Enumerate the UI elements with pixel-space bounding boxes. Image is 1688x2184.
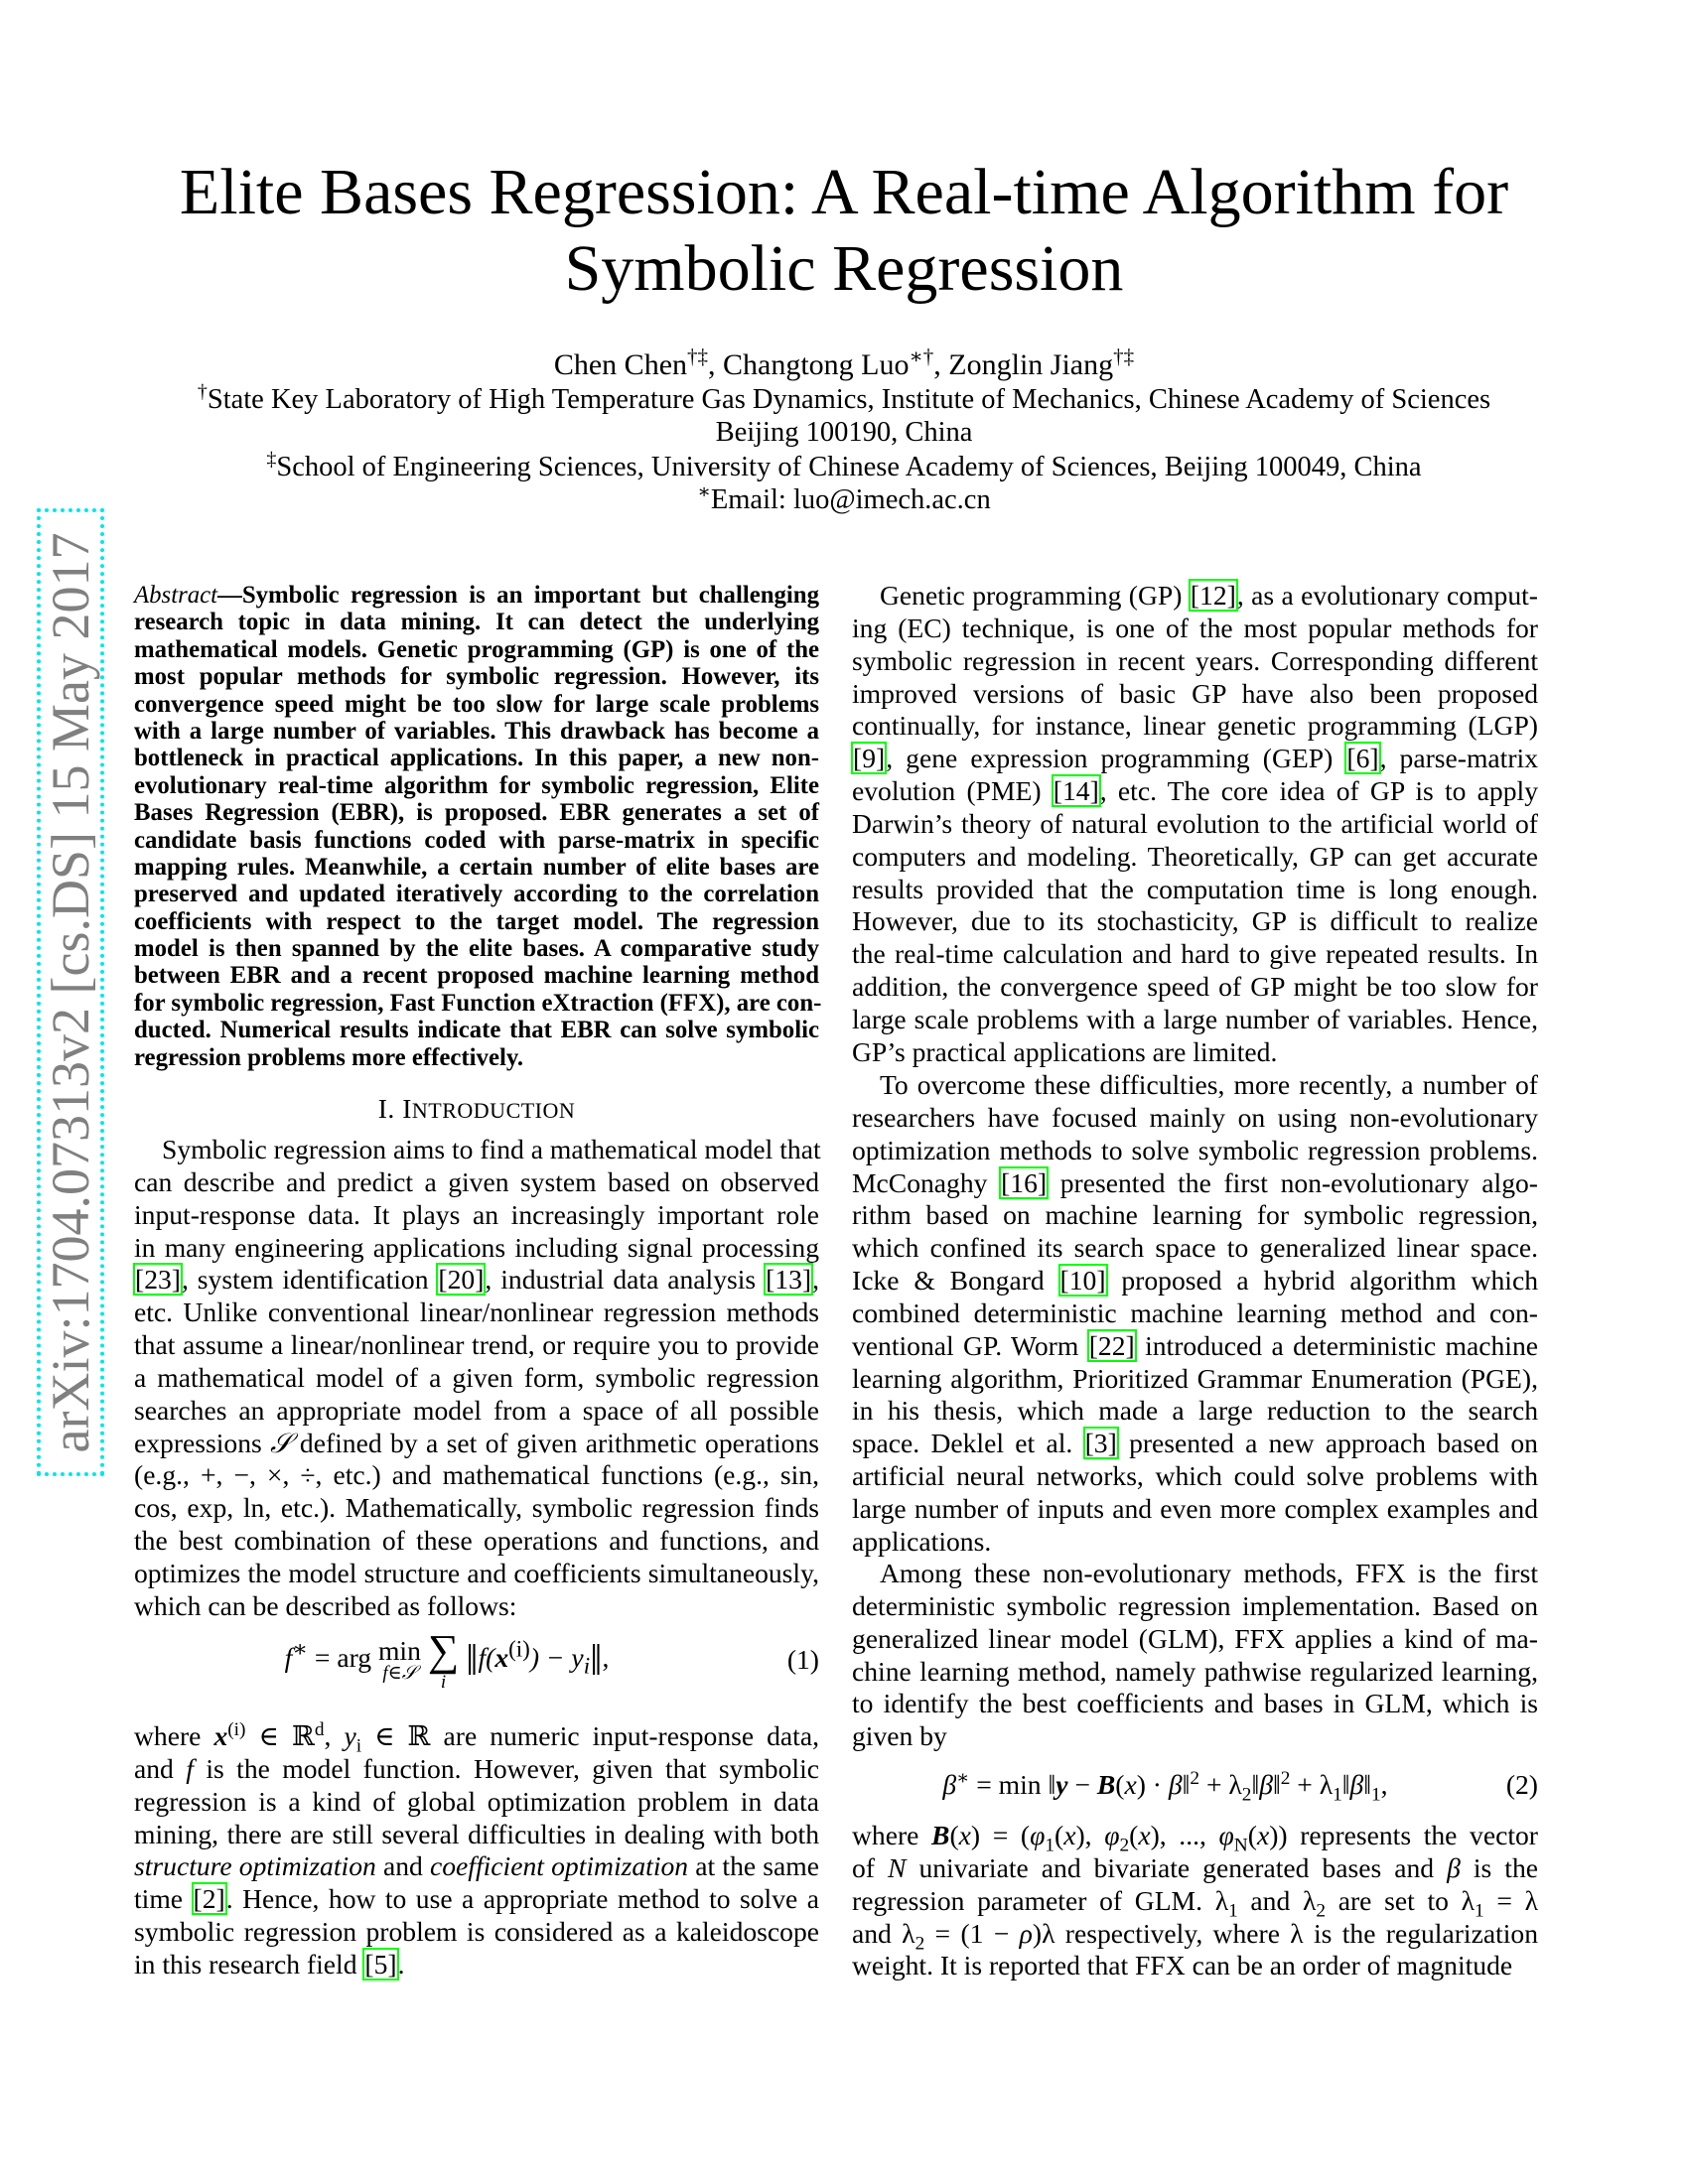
text-line: regression parameter of GLM. $\lambda_1$ and $\lambda_2$ are set to $\lambda_1 = \lambda$ [852,1884,1538,1922]
equation-1 [134,1625,819,1695]
text-line: large number of inputs and even more complex examples and [852,1492,1538,1524]
text-line: time [2]. Hence, how to use a appropriate method to solve a [134,1883,819,1915]
text-line: ventional GP. Worm [22] introduced a deterministic machine [852,1329,1538,1361]
text-line: evolutionary real-time algorithm for symbolic regression, Elite [134,771,819,799]
eq1-lhs: f [284,1641,293,1673]
eq1-minus: ) − y [529,1641,584,1673]
right-paragraph-4 [852,1820,1538,1982]
text-line: the real-time calculation and hard to give repeated results. In [852,938,1538,970]
text-line: can describe and predict a given system based on observed [134,1165,819,1197]
text-line: (e.g., +, −, ×, ÷, etc.) and mathematical functions (e.g., sin, [134,1459,819,1491]
arxiv-stamp [37,508,104,1476]
text-line: input-response data. It plays an increasingly important role [134,1198,819,1230]
text-line: GP’s practical applications are limited. [852,1035,1278,1067]
right-paragraph-1 [852,580,1538,1069]
text-line: and $\lambda_2 = (1 - \rho)\lambda$ respectively, where λ is the regularization [852,1917,1538,1955]
text-line: ducted. Numerical results indicate that EBR can solve symbolic [134,1017,819,1044]
text-line: [23], system identification [20], industrial data analysis [13], [135,1264,819,1296]
equation-2 [852,1755,1538,1815]
eq1-min: min [377,1634,421,1666]
text-line: [9], gene expression programming (GEP) [6], parse-matrix [853,743,1538,774]
text-line: learning algorithm, Prioritized Grammar Enumeration (PGE), [852,1362,1538,1394]
eq1-tail: , [602,1641,610,1673]
text-line: artificial neural networks, which could solve problems with [852,1460,1538,1492]
text-line: improved versions of basic GP have also been proposed [852,677,1538,709]
text-line: preserved and updated iteratively according to the correlation [134,881,819,908]
right-paragraph-2 [852,1069,1538,1559]
affiliation-1-city: Beijing 100190, China [715,417,973,448]
text-line: for symbolic regression, Fast Function eXtraction (FFX), are con- [134,989,822,1017]
text-line: ing (EC) technique, is one of the most popular methods for [852,612,1538,643]
text-line: space. Deklel et al. [3] presented a new approach based on [852,1428,1538,1459]
text-line: regression is a kind of global optimization problem in data [134,1785,819,1817]
norm-bar: ‖ [590,1635,603,1685]
citation-link[interactable]: [3] [1084,1428,1117,1459]
citation-link[interactable]: [22] [1088,1329,1135,1361]
equation-1-number: (1) [786,1644,819,1675]
text-line: rithm based on machine learning for symbolic regression, [852,1199,1538,1231]
text-line: Abstract—Symbolic regression is an important but challenging [134,582,819,609]
text-line: generalized linear model (GLM), FFX applies a kind of ma- [852,1622,1538,1654]
right-paragraph-3 [852,1558,1538,1753]
arxiv-identifier: arXiv:1704.07313v2 [cs.DS] 15 May 2017 [41,532,100,1452]
text-line: McConaghy [16] presented the first non-evolutionary algo- [852,1166,1538,1198]
text-line: convergence speed might be too slow for large scale problems [134,690,819,718]
text-line: applications. [852,1525,992,1557]
citation-link[interactable]: [20] [438,1264,485,1296]
text-line: candidate basis functions coded with parse-matrix in specific [134,826,819,854]
abstract [134,582,822,1071]
eq1-y-sub: i [583,1652,591,1678]
text-line: with a large number of variables. This drawback has become a [134,717,819,745]
equation-2-body: β∗ = min ‖y − B(x) · β‖$^2$ + $\lambda_2‖\beta‖^2$ + $\lambda_1‖\beta‖_1$, [942,1767,1388,1806]
text-line: large scale problems with a large number of variables. Hence, [852,1003,1538,1034]
text-line: Among these non-evolutionary methods, FFX is the first [880,1558,1538,1588]
section-heading-introduction [134,1093,819,1125]
eq1-sum: ∑ [427,1625,460,1675]
text-line: structure optimization and coefficient optimization at the same [134,1850,819,1882]
text-line: combined deterministic machine learning method and con- [852,1297,1538,1328]
authors: Chen Chen†‡, Changtong Luo∗†, Zonglin Jiang†‡ [553,344,1135,381]
norm-bar: ‖ [466,1635,479,1685]
text-line: and f is the model function. However, given that symbolic [134,1752,819,1784]
text-line: optimizes the model structure and coefficients simultaneously, [134,1557,819,1588]
citation-link[interactable]: [9] [853,743,886,774]
text-line: mathematical models. Genetic programming (GP) is one of the [134,635,819,663]
affiliation-2: ‡School of Engineering Sciences, University of Chinese Academy of Sciences, Beijing 100049, China [266,448,1422,482]
text-line: coefficients with respect to the target model. The regression [134,907,819,935]
paper-title-line-1: Elite Bases Regression: A Real-time Algorithm for [179,156,1509,228]
text-line: optimization methods to solve symbolic regression problems. [852,1134,1538,1165]
text-line: Genetic programming (GP) [12], as a evolutionary comput- [880,580,1538,611]
citation-link[interactable]: [2] [193,1883,225,1915]
text-line: in his thesis, which made a large reduction to the search [852,1395,1538,1427]
text-line: where $x^{(i)}$ ∈ ℝ$^d$, $y_i$ ∈ ℝ are numeric input-response data, [134,1718,819,1757]
text-line: results provided that the computation time is long enough. [852,873,1538,904]
text-line: in this research field [5]. [134,1948,405,1979]
eq1-min-sub: f∈𝒮 [382,1663,417,1685]
section-title-initial: I [402,1093,412,1124]
text-line: which confined its search space to generalized linear space. [852,1232,1538,1264]
email: ∗Email: luo@imech.ac.cn [697,480,991,515]
citation-link[interactable]: [14] [1053,775,1099,807]
text-line: continually, for instance, linear genetic programming (LGP) [852,710,1538,742]
eq1-x-sup: (i) [508,1636,530,1662]
text-line: that assume a linear/nonlinear trend, or require you to provide [134,1329,819,1361]
citation-link[interactable]: [12] [1190,580,1236,611]
text-line: However, due to its stochasticity, GP is difficult to realize [852,905,1538,937]
text-line: to identify the best coefficients and bases in GLM, which is [852,1688,1538,1719]
text-line: bottleneck in practical applications. In this paper, a new non- [134,745,819,772]
text-line: which can be described as follows: [134,1589,517,1621]
text-line: research topic in data mining. It can detect the underlying [134,609,819,636]
intro-paragraph-2 [134,1720,819,1981]
text-line: evolution (PME) [14], etc. The core idea of GP is to apply [852,775,1538,807]
section-number: I. [377,1093,395,1124]
citation-link[interactable]: [13] [766,1264,812,1296]
eq1-sum-sub: i [440,1671,447,1693]
text-line: Bases Regression (EBR), is proposed. EBR generates a set of [134,799,819,827]
text-line: weight. It is reported that FFX can be an order of magnitude [852,1950,1513,1981]
citation-link[interactable]: [5] [364,1948,397,1979]
intro-paragraph-1 [134,1134,819,1623]
text-line: a mathematical model of a given form, symbolic regression [134,1361,819,1393]
text-line: computers and modeling. Theoretically, GP can get accurate [852,840,1538,872]
eq1-min-operator [377,1634,421,1685]
text-line: To overcome these difficulties, more recently, a number of [880,1069,1538,1100]
text-line: most popular methods for symbolic regression. However, its [134,663,819,691]
affiliation-1: †State Key Laboratory of High Temperature Gas Dynamics, Institute of Mechanics, Chinese Academy of Sciences [197,380,1491,415]
eq1-sum-operator [427,1625,460,1693]
text-line: expressions 𝒮 defined by a set of given arithmetic operations [134,1427,819,1458]
text-line: between EBR and a recent proposed machine learning method [134,962,819,990]
citation-link[interactable]: [23] [135,1264,181,1296]
section-title-rest: NTRODUCTION [411,1098,576,1123]
text-line: the best combination of these operations and functions, and [134,1525,819,1557]
equation-1-body [134,1625,760,1693]
eq1-equals: = arg [307,1641,372,1673]
text-line: mining, there are still several difficulties in dealing with both [134,1818,819,1849]
eq1-inner: f( [478,1641,495,1673]
text-line: deterministic symbolic regression implementation. Based on [852,1589,1538,1621]
citation-link[interactable]: [10] [1059,1265,1106,1297]
text-line: addition, the convergence speed of GP might be too slow for [852,971,1538,1003]
text-line: model is then spanned by the elite bases. A comparative study [134,935,819,963]
text-line: in many engineering applications including signal processing [134,1231,819,1263]
text-line: regression problems more effectively. [134,1043,524,1071]
citation-link[interactable]: [6] [1346,743,1379,774]
equation-2-number: (2) [1505,1769,1538,1800]
text-line: Darwin’s theory of natural evolution to the artificial world of [852,807,1538,839]
text-line: mapping rules. Meanwhile, a certain number of elite bases are [134,853,819,881]
text-line: Symbolic regression aims to find a mathematical model that [162,1134,821,1164]
text-line: symbolic regression problem is considered as a kaleidoscope [134,1916,819,1948]
eq1-lhs-sup: ∗ [292,1636,308,1662]
citation-link[interactable]: [16] [1001,1166,1048,1198]
paper-title-line-2: Symbolic Regression [564,232,1124,305]
text-line: Icke & Bongard [10] proposed a hybrid algorithm which [852,1265,1538,1297]
text-line: of N univariate and bivariate generated bases and β is the [852,1851,1538,1883]
text-line: searches an appropriate model from a space of all possible [134,1394,819,1426]
text-line: given by [852,1720,947,1752]
text-line: chine learning method, namely pathwise regularized learning, [852,1655,1538,1687]
text-line: etc. Unlike conventional linear/nonlinear regression methods [134,1297,819,1328]
text-line: researchers have focused mainly on using non-evolutionary [852,1101,1538,1133]
text-line: where $B(x) = (\varphi_1(x)$, $\varphi_2(x)$, ..., $\varphi_N(x)$) represents the vector [852,1820,1538,1856]
eq1-x: x [494,1641,509,1673]
text-line: cos, exp, ln, etc.). Mathematically, symbolic regression finds [134,1492,819,1524]
text-line: symbolic regression in recent years. Corresponding different [852,644,1538,676]
